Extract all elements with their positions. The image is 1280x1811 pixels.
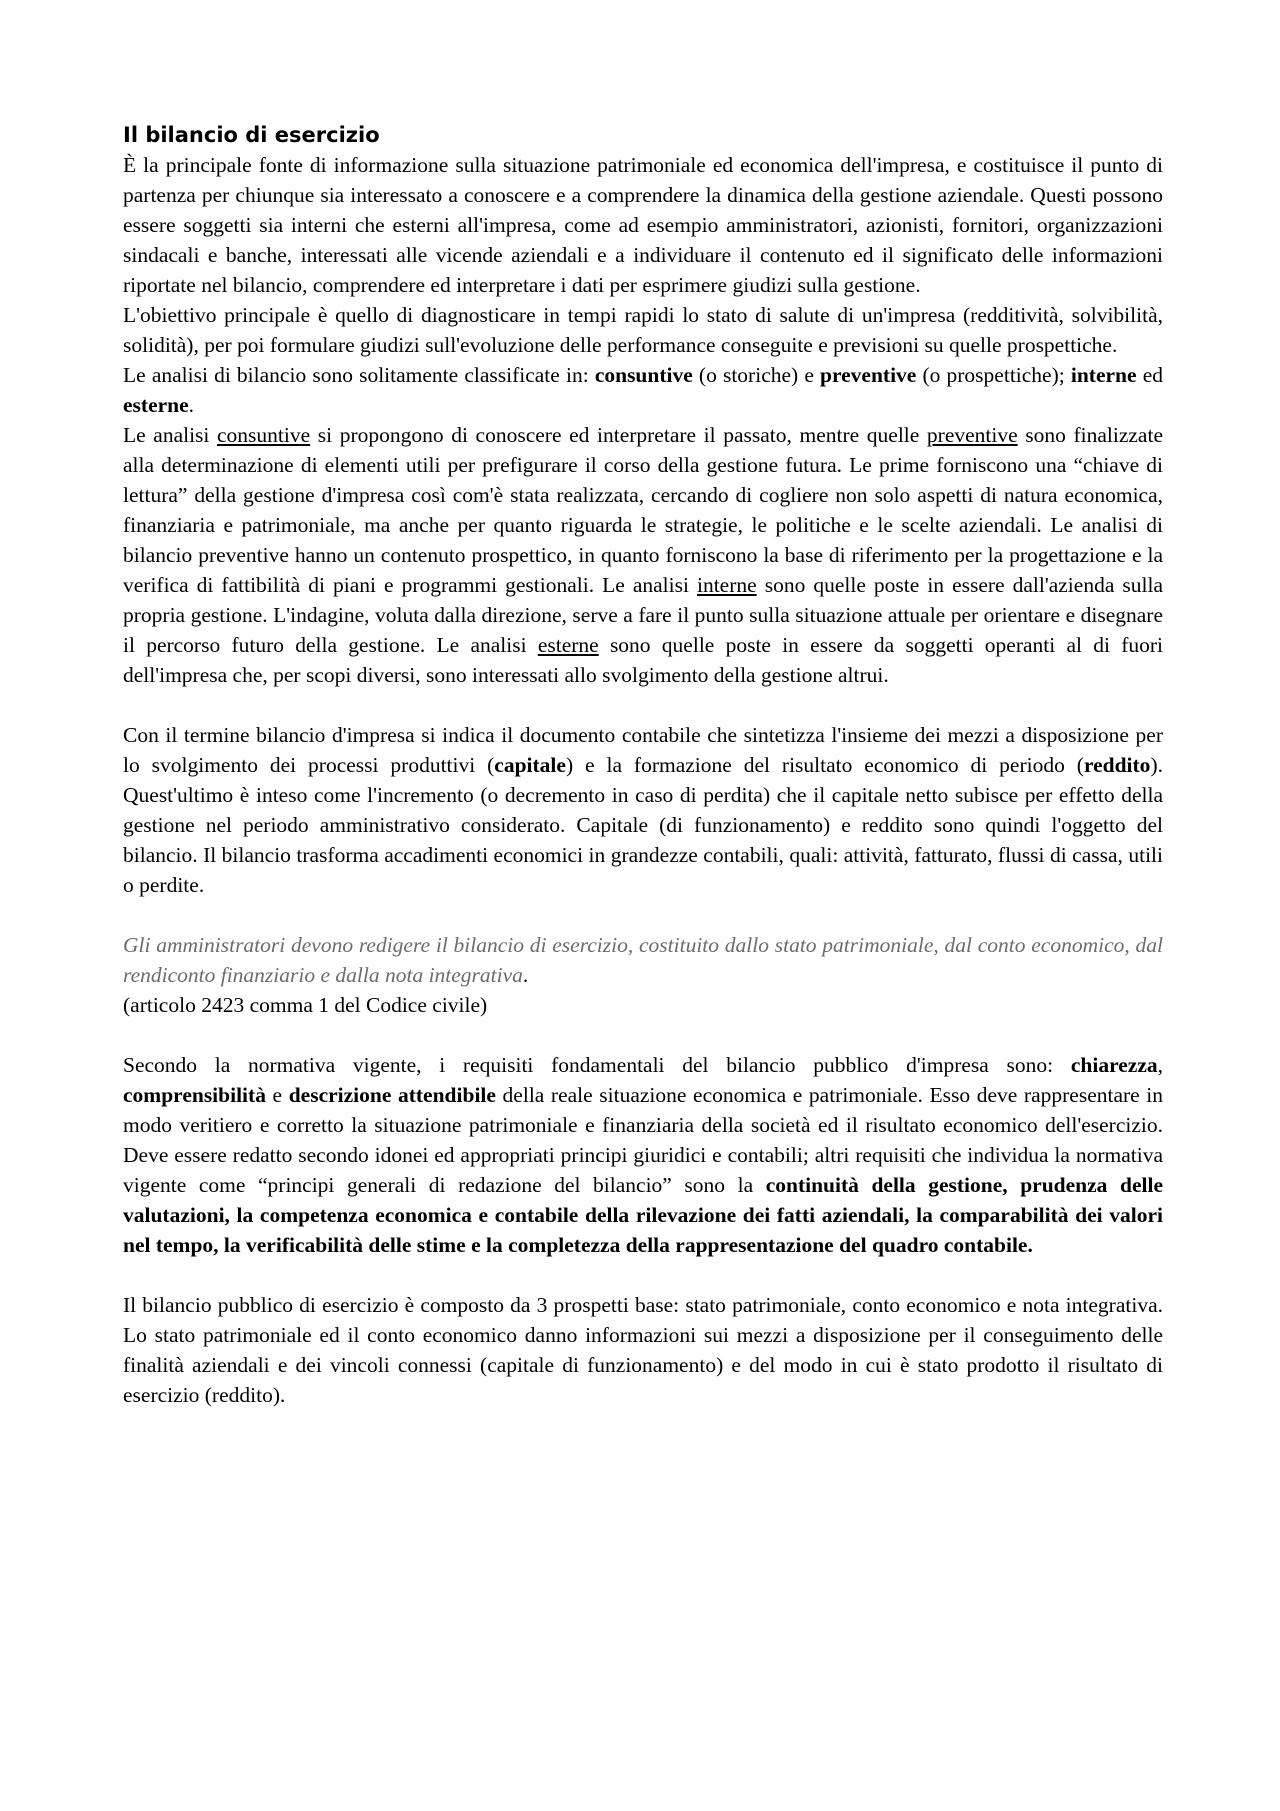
term-principi-generali: continuità della gestione, prudenza delle valutazioni, la competenza economica e contabile della rilevazione dei fatti aziendali, la comparabilità dei valori nel tempo, la verificabilità delle stime e la completezza della rappresentazione del quadro contabile. <box>123 1173 1163 1257</box>
paragraph-spacer <box>123 900 1163 930</box>
paragraph-spacer <box>123 1260 1163 1290</box>
term-consuntive: consuntive <box>594 363 693 387</box>
paragraph-spacer <box>123 690 1163 720</box>
term-chiarezza: chiarezza <box>1070 1053 1158 1077</box>
term-reddito: reddito <box>1083 753 1151 777</box>
term-capitale: capitale <box>494 753 566 777</box>
term-descrizione-attendibile: descrizione attendibile <box>288 1083 496 1107</box>
underlined-consuntive: consuntive <box>217 423 311 447</box>
underlined-esterne: esterne <box>537 633 599 657</box>
title-prefix: Il <box>123 123 139 147</box>
title-rest: bilancio di esercizio <box>138 123 380 147</box>
paragraph-analysis-types: Le analisi consuntive si propongono di conoscere ed interpretare il passato, mentre quelle preventive sono finalizzate alla determinazione di elementi utili per prefigurare il corso della gestione futura. Le prime forniscono una “chiave di lettura” della gestione d'impresa così com'è stata realizzata, cercando di cogliere non solo aspetti di natura economica, finanziaria e patrimoniale, ma anche per quanto riguarda le strategie, le politiche e le scelte aziendali. Le analisi di bilancio preventive hanno un contenuto prospettico, in quanto forniscono la base di riferimento per la progettazione e la verifica di fattibilità di piani e programmi gestionali. Le analisi interne sono quelle poste in essere dall'azienda sulla propria gestione. L'indagine, voluta dalla direzione, serve a fare il punto sulla situazione attuale per orientare e disegnare il percorso futuro della gestione. Le analisi esterne sono quelle poste in essere da soggetti operanti al di fuori dell'impresa che, per scopi diversi, sono interessati allo svolgimento della gestione altrui. <box>123 423 1163 687</box>
document-title <box>123 120 1163 150</box>
paragraph-definition: Con il termine bilancio d'impresa si indica il documento contabile che sintetizza l'insieme dei mezzi a disposizione per lo svolgimento dei processi produttivi (capitale) e la formazione del risultato economico di periodo (reddito). Quest'ultimo è inteso come l'incremento (o decremento in caso di perdita) che il capitale netto subisce per effetto della gestione nel periodo amministrativo considerato. Capitale (di funzionamento) e reddito sono quindi l'oggetto del bilancio. Il bilancio trasforma accadimenti economici in grandezze contabili, quali: attività, fatturato, flussi di cassa, utili o perdite. <box>123 723 1163 897</box>
paragraph-requirements: Secondo la normativa vigente, i requisiti fondamentali del bilancio pubblico d'impresa sono: chiarezza, comprensibilità e descrizione attendibile della reale situazione economica e patrimoniale. Esso deve rappresentare in modo veritiero e corretto la situazione patrimoniale e finanziaria della società ed il risultato economico dell'esercizio. Deve essere redatto secondo idonei ed appropriati principi giuridici e contabili; altri requisiti che individua la normativa vigente come “principi generali di redazione del bilancio” sono la continuità della gestione, prudenza delle valutazioni, la competenza economica e contabile della rilevazione dei fatti aziendali, la comparabilità dei valori nel tempo, la verificabilità delle stime e la completezza della rappresentazione del quadro contabile. <box>123 1053 1164 1257</box>
underlined-preventive: preventive <box>926 423 1018 447</box>
term-interne: interne <box>1070 363 1137 387</box>
underlined-interne: interne <box>696 573 757 597</box>
paragraph-classification: Le analisi di bilancio sono solitamente classificate in: consuntive (o storiche) e preventive (o prospettiche); interne ed esterne. <box>123 363 1163 417</box>
term-esterne: esterne <box>123 393 189 417</box>
term-comprensibilita: comprensibilità <box>123 1083 266 1107</box>
paragraph-spacer <box>123 1020 1163 1050</box>
paragraph-objective: L'obiettivo principale è quello di diagnosticare in tempi rapidi lo stato di salute di un'impresa (redditività, solvibilità, solidità), per poi formulare giudizi sull'evoluzione delle performance conseguite e previsioni su quelle prospettiche. <box>123 303 1163 357</box>
paragraph-composition: Il bilancio pubblico di esercizio è composto da 3 prospetti base: stato patrimoniale, conto economico e nota integrativa. Lo stato patrimoniale ed il conto economico danno informazioni sui mezzi a disposizione per il conseguimento delle finalità aziendali e dei vincoli connessi (capitale di funzionamento) e del modo in cui è stato prodotto il risultato di esercizio (reddito). <box>123 1293 1163 1407</box>
legal-citation: (articolo 2423 comma 1 del Codice civile) <box>123 993 488 1017</box>
paragraph-intro: È la principale fonte di informazione sulla situazione patrimoniale ed economica dell'impresa, e costituisce il punto di partenza per chiunque sia interessato a conoscere e a comprendere la dinamica della gestione aziendale. Questi possono essere soggetti sia interni che esterni all'impresa, come ad esempio amministratori, azionisti, fornitori, organizzazioni sindacali e banche, interessati alle vicende aziendali e a individuare il contenuto ed il significato delle informazioni riportate nel bilancio, comprendere ed interpretare i dati per esprimere giudizi sulla gestione. <box>123 153 1163 297</box>
legal-quote: Gli amministratori devono redigere il bilancio di esercizio, costituito dallo stato patrimoniale, dal conto economico, dal rendiconto finanziario e dalla nota integrativa. <box>123 933 1163 987</box>
term-preventive: preventive <box>820 363 917 387</box>
